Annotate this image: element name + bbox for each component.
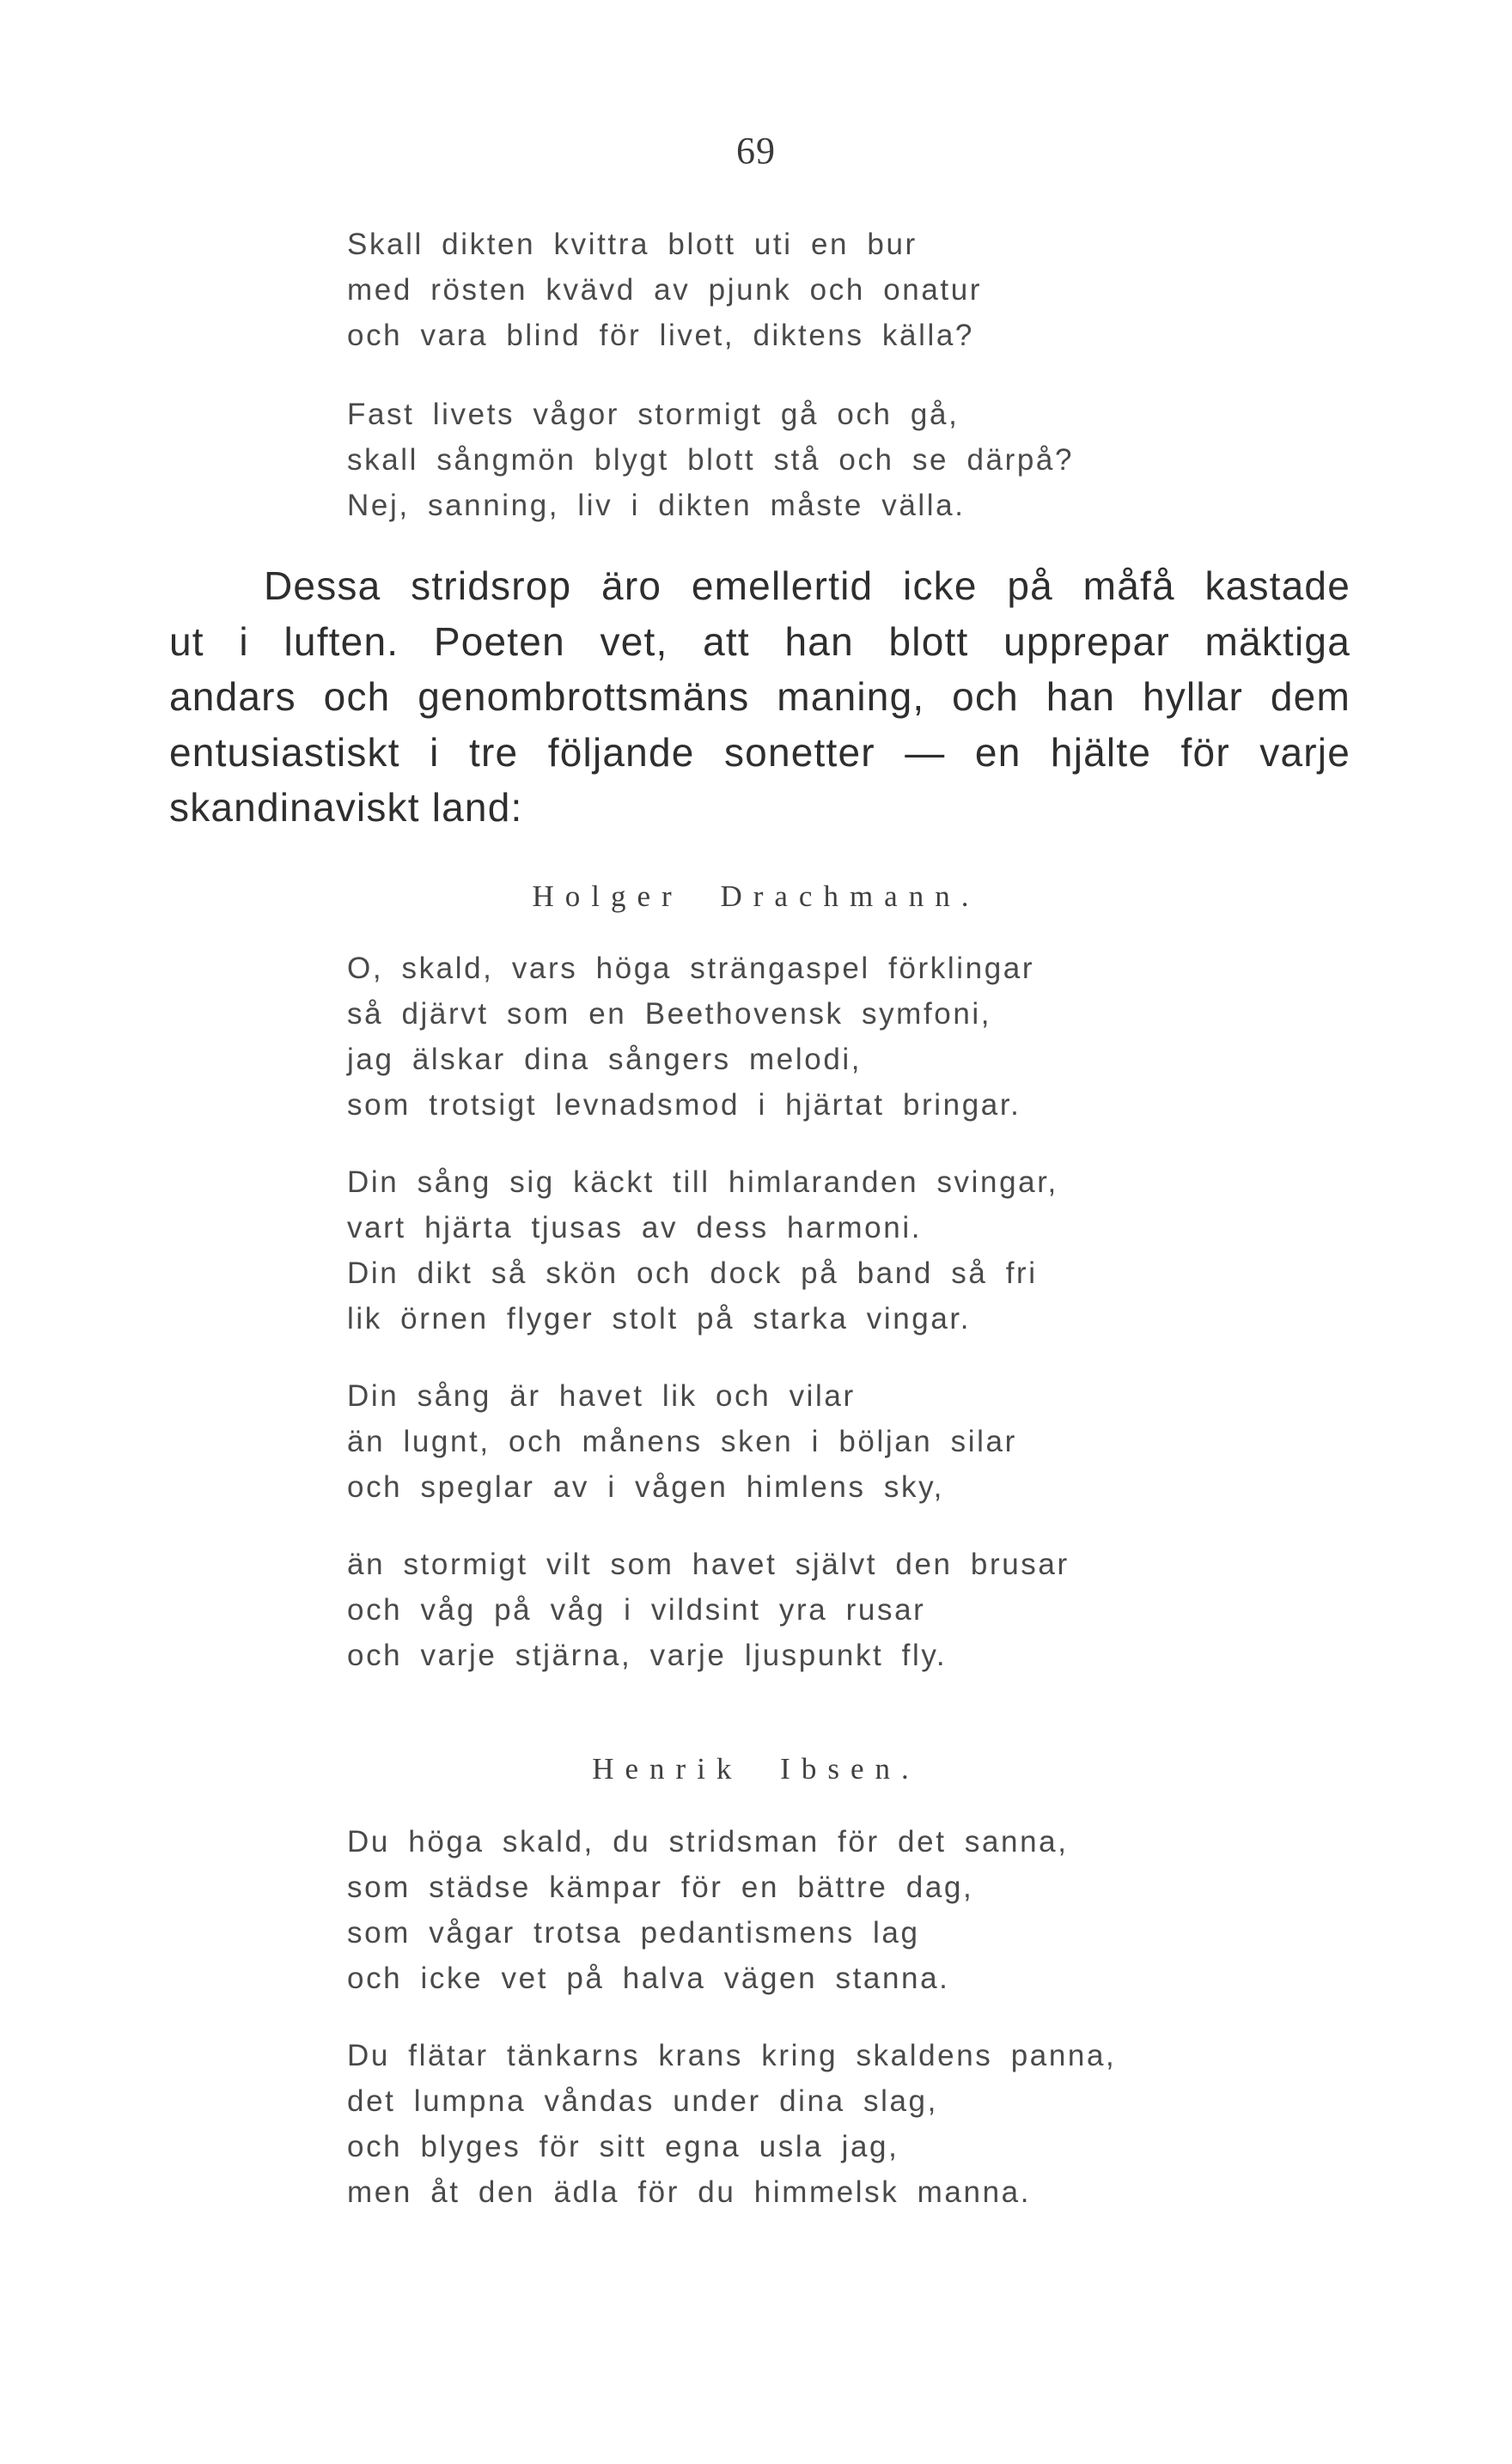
sonnet-stanza bbox=[347, 946, 1070, 1128]
verse-line: och vara blind för livet, diktens källa? bbox=[347, 319, 974, 352]
verse-line: och blyges för sitt egna usla jag, bbox=[347, 2130, 899, 2163]
verse-line: och varje stjärna, varje ljuspunkt fly. bbox=[347, 1639, 948, 1672]
verse-line: men åt den ädla för du himmelsk manna. bbox=[347, 2175, 1032, 2209]
verse-line: lik örnen flyger stolt på starka vingar. bbox=[347, 1302, 972, 1335]
sonnet-stanza bbox=[347, 1159, 1070, 1342]
verse-line: Du höga skald, du stridsman för det sanna, bbox=[347, 1825, 1069, 1859]
intro-stanza-2 bbox=[347, 392, 1074, 528]
verse-line: skall sångmön blygt blott stå och se därpå? bbox=[347, 443, 1075, 477]
intro-poem bbox=[347, 222, 1074, 528]
sonnet-stanza bbox=[347, 1542, 1070, 1678]
verse-line: Din sång sig käckt till himlaranden svingar, bbox=[347, 1165, 1058, 1199]
verse-line: Du flätar tänkarns krans kring skaldens panna, bbox=[347, 2039, 1117, 2072]
verse-line: Din sång är havet lik och vilar bbox=[347, 1379, 856, 1413]
verse-line: och speglar av i vågen himlens sky, bbox=[347, 1470, 944, 1504]
sonnet-title-ibsen: Henrik Ibsen. bbox=[592, 1752, 920, 1786]
intro-stanza-1 bbox=[347, 222, 1074, 358]
verse-line: än lugnt, och månens sken i böljan silar bbox=[347, 1425, 1017, 1458]
prose-line: andars och genombrottsmäns maning, och han hyllar dem bbox=[169, 674, 1350, 719]
verse-line: Din dikt så skön och dock på band så fri bbox=[347, 1256, 1038, 1290]
sonnet-stanza bbox=[347, 2033, 1116, 2215]
verse-line: vart hjärta tjusas av dess harmoni. bbox=[347, 1211, 923, 1244]
verse-line: och icke vet på halva vägen stanna. bbox=[347, 1962, 950, 1995]
prose-line: skandinaviskt land: bbox=[169, 785, 523, 830]
sonnet-ibsen bbox=[347, 1819, 1116, 2215]
prose-line: entusiastiskt i tre följande sonetter — en hjälte för varje bbox=[169, 729, 1350, 775]
sonnet-stanza bbox=[347, 1819, 1116, 2001]
prose-line: Dessa stridsrop äro emellertid icke på måfå kastade bbox=[264, 563, 1350, 608]
verse-line: Fast livets vågor stormigt gå och gå, bbox=[347, 398, 960, 431]
page-number: 69 bbox=[736, 130, 776, 172]
verse-line: och våg på våg i vildsint yra rusar bbox=[347, 1593, 926, 1627]
verse-line: som städse kämpar för en bättre dag, bbox=[347, 1871, 974, 1904]
verse-line: O, skald, vars höga strängaspel förklingar bbox=[347, 952, 1035, 985]
verse-line: Skall dikten kvittra blott uti en bur bbox=[347, 228, 918, 261]
verse-line: än stormigt vilt som havet självt den brusar bbox=[347, 1548, 1070, 1581]
verse-line: det lumpna våndas under dina slag, bbox=[347, 2084, 938, 2118]
verse-line: Nej, sanning, liv i dikten måste välla. bbox=[347, 489, 966, 522]
sonnet-title-drachmann: Holger Drachmann. bbox=[532, 879, 980, 913]
verse-line: så djärvt som en Beethovensk symfoni, bbox=[347, 997, 992, 1031]
prose-paragraph bbox=[169, 558, 1350, 836]
verse-line: som trotsigt levnadsmod i hjärtat bringar. bbox=[347, 1088, 1021, 1122]
verse-line: jag älskar dina sångers melodi, bbox=[347, 1043, 863, 1076]
verse-line: som vågar trotsa pedantismens lag bbox=[347, 1916, 920, 1950]
sonnet-stanza bbox=[347, 1373, 1070, 1510]
prose-line: ut i luften. Poeten vet, att han blott upprepar mäktiga bbox=[169, 618, 1350, 664]
sonnet-drachmann bbox=[347, 946, 1070, 1678]
verse-line: med rösten kvävd av pjunk och onatur bbox=[347, 273, 983, 307]
